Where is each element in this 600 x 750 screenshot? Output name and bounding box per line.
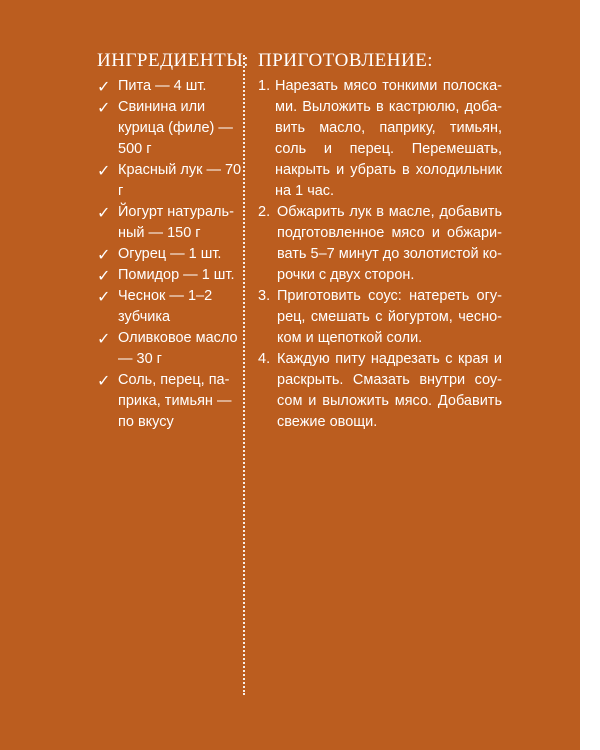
checkmark-icon: ✓ [97, 287, 111, 306]
step-item [258, 349, 502, 433]
checkmark-icon: ✓ [97, 98, 111, 117]
checkmark-icon: ✓ [97, 329, 111, 348]
step-text: Приготовить соус: натереть огурец, смешать с йогуртом, чесноком и щепоткой соли. [277, 288, 502, 346]
ingredient-item [97, 160, 247, 202]
ingredients-heading: ИНГРЕДИЕНТЫ: [97, 50, 250, 71]
preparation-heading: ПРИГОТОВЛЕНИЕ: [258, 50, 434, 71]
ingredient-item [97, 202, 247, 244]
ingredient-text: Чеснок — 1–2 зубчика [118, 288, 213, 325]
ingredient-item [97, 265, 247, 286]
step-text: Обжарить лук в масле, добавить подготовленное мясо и обжаривать 5–7 минут до золотистой корочки с двух сторон. [277, 204, 502, 283]
ingredient-text: Йогурт натуральный — 150 г [118, 204, 234, 241]
checkmark-icon: ✓ [97, 245, 111, 264]
ingredient-text: Соль, перец, паприка, тимьян — по вкусу [118, 372, 232, 430]
step-item [258, 202, 502, 286]
checkmark-icon: ✓ [97, 161, 111, 180]
step-text: Нарезать мясо тонкими полосками. Выложить в кастрюлю, добавить масло, паприку, тимьян, соль и перец. Перемешать, накрыть и убрать в холодильник на 1 час. [275, 78, 502, 199]
dotted-divider [243, 55, 245, 695]
preparation-steps [258, 76, 502, 433]
ingredients-list [97, 76, 247, 433]
checkmark-icon: ✓ [97, 371, 111, 390]
ingredient-item [97, 76, 247, 97]
ingredient-text: Огурец — 1 шт. [118, 246, 222, 262]
step-number: 4. [258, 351, 271, 367]
checkmark-icon: ✓ [97, 266, 111, 285]
step-item [258, 286, 502, 349]
ingredient-item [97, 286, 247, 328]
step-number: 1. [258, 78, 271, 94]
preparation-section [258, 50, 502, 433]
ingredient-text: Красный лук — 70 г [118, 162, 242, 199]
step-number: 2. [258, 204, 271, 220]
step-number: 3. [258, 288, 271, 304]
ingredient-item [97, 370, 247, 433]
step-item [258, 76, 502, 202]
ingredient-text: Свинина или курица (филе) — 500 г [118, 99, 233, 157]
ingredient-item [97, 328, 247, 370]
ingredients-section [97, 50, 250, 433]
ingredient-text: Помидор — 1 шт. [118, 267, 235, 283]
step-text: Каждую питу надрезать с края и раскрыть. Смазать внутри соусом и выложить мясо. Добавить свежие овощи. [277, 351, 502, 430]
ingredient-text: Пита — 4 шт. [118, 78, 207, 94]
ingredient-item [97, 244, 247, 265]
ingredient-item [97, 97, 247, 160]
checkmark-icon: ✓ [97, 203, 111, 222]
checkmark-icon: ✓ [97, 77, 111, 96]
ingredient-text: Оливковое масло — 30 г [118, 330, 238, 367]
